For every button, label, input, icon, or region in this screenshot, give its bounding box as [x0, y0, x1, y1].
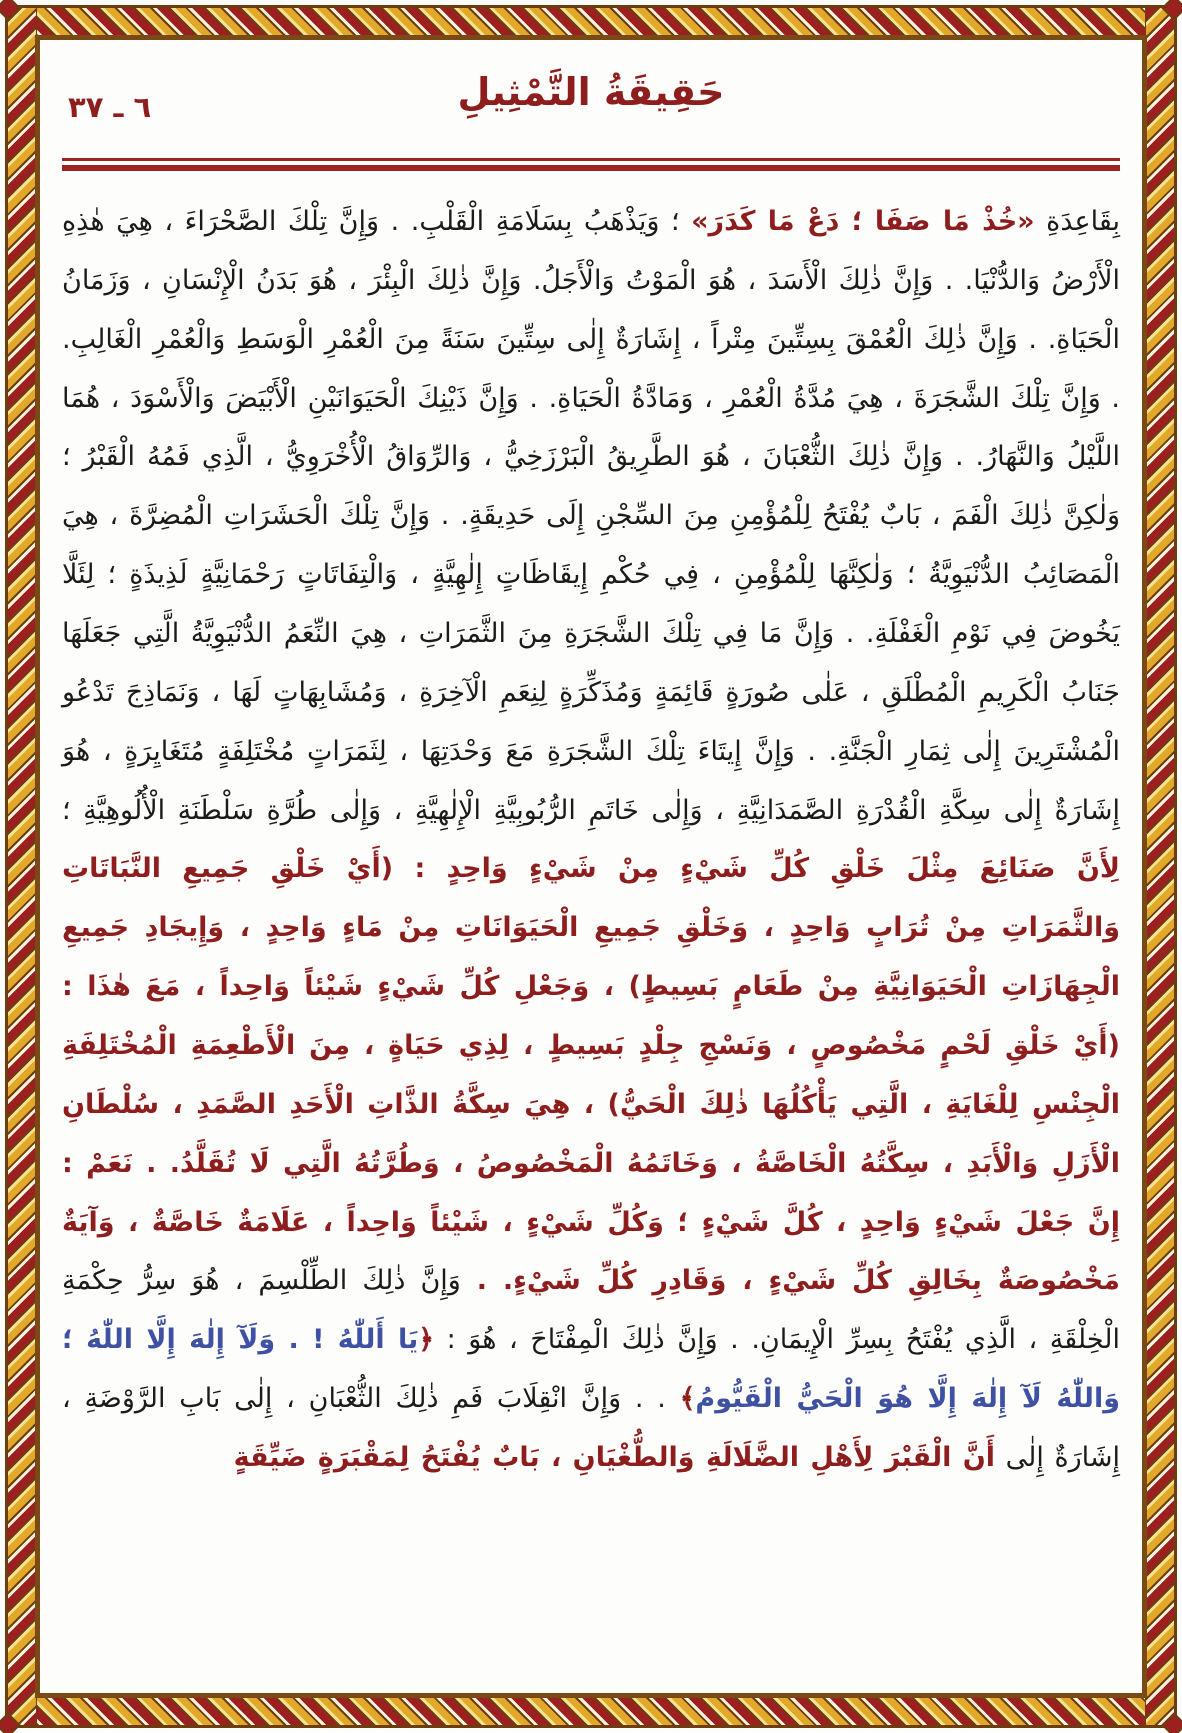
page-header	[62, 58, 1120, 150]
text-run-red: لِأَنَّ صَنَائِعَ مِثْلَ خَلْقِ كُلِّ شَيْءٍ مِنْ شَيْءٍ وَاحِدٍ : (أَيْ خَلْقِ جَمِيعِ النَّبَاتَاتِ وَالثَّمَرَاتِ مِنْ تُرَابٍ وَاحِدٍ ، وَخَلْقِ جَمِيعِ الْحَيَوَانَاتِ مِنْ مَاءٍ وَاحِدٍ ، وَإِيجَادِ جَمِيعِ الْجِهَازَاتِ الْحَيَوَانِيَّةِ مِنْ طَعَامٍ بَسِيطٍ) ، وَجَعْلِ كُلِّ شَيْءٍ شَيْئاً وَاحِداً ، مَعَ هٰذَا : (أَيْ خَلْقِ لَحْمٍ مَخْصُوصٍ ، وَنَسْجِ جِلْدٍ بَسِيطٍ ، لِذِي حَيَاةٍ ، مِنَ الْأَطْعِمَةِ الْمُخْتَلِفَةِ الْجِنْسِ لِلْغَايَةِ ، الَّتِي يَأْكُلُهَا ذٰلِكَ الْحَيُّ) ، هِيَ سِكَّةُ الذَّاتِ الْأَحَدِ الصَّمَدِ ، سُلْطَانِ الْأَزَلِ وَالْأَبَدِ ، سِكَّتُهُ الْخَاصَّةُ ، وَخَاتَمُهُ الْمَخْصُوصُ ، وَطُرَّتُهُ الَّتِي لَا تُقَلَّدُ. . نَعَمْ : إِنَّ جَعْلَ شَيْءٍ وَاحِدٍ ، كُلَّ شَيْءٍ ؛ وَكُلِّ شَيْءٍ ، شَيْئاً وَاحِداً ، عَلَامَةٌ خَاصَّةٌ ، وَآيَةٌ مَخْصُوصَةٌ بِخَالِقِ كُلِّ شَيْءٍ ، وَقَادِرِ كُلِّ شَيْءٍ. .	[62, 853, 1120, 1297]
text-run-red: أَنَّ الْقَبْرَ لِأَهْلِ الضَّلَالَةِ وَالطُّغْيَانِ ، بَابٌ يُفْتَحُ لِمَقْبَرَةٍ ضَيِّقَةٍ	[233, 1442, 996, 1474]
text-run-red: «خُذْ مَا صَفَا ؛ دَعْ مَا كَدَرَ»	[691, 206, 1035, 237]
border-chain-right	[1145, 7, 1175, 1726]
page-content	[62, 58, 1120, 1685]
text-run-red: ﴾	[679, 1383, 696, 1415]
border-chain-bottom	[7, 1696, 1175, 1726]
text-run-black: بِقَاعِدَةِ	[1034, 206, 1120, 237]
page-title: حَقِيقَةُ التَّمْثِيلِ	[457, 70, 725, 114]
header-divider	[62, 158, 1120, 171]
text-run-black: ؛ وَيَذْهَبُ بِسَلَامَةِ الْقَلْبِ. . وَإِنَّ تِلْكَ الصَّحْرَاءَ ، هِيَ هٰذِهِ الْأَرْضُ وَالدُّنْيَا. . وَإِنَّ ذٰلِكَ الْأَسَدَ ، هُوَ الْمَوْتُ وَالْأَجَلُ. وَإِنَّ ذٰلِكَ الْبِئْرَ ، هُوَ بَدَنُ الْإِنْسَانِ ، وَزَمَانُ الْحَيَاةِ. . وَإِنَّ ذٰلِكَ الْعُمْقَ بِسِتِّينَ مِتْراً ، إِشَارَةٌ إِلٰى سِتِّينَ سَنَةً مِنَ الْعُمْرِ الْوَسَطِ وَالْعُمْرِ الْغَالِبِ. . وَإِنَّ تِلْكَ الشَّجَرَةَ ، هِيَ مُدَّةُ الْعُمْرِ ، وَمَادَّةُ الْحَيَاةِ. . وَإِنَّ ذَيْنِكَ الْحَيَوَانَيْنِ الْأَبْيَضَ وَالْأَسْوَدَ ، هُمَا اللَّيْلُ وَالنَّهَارُ. . وَإِنَّ ذٰلِكَ الثُّعْبَانَ ، هُوَ الطَّرِيقُ الْبَرْزَخِيُّ ، وَالرِّوَاقُ الْأُخْرَوِيُّ ، الَّذِي فَمُهُ الْقَبْرُ ؛ وَلٰكِنَّ ذٰلِكَ الْفَمَ ، بَابٌ يُفْتَحُ لِلْمُؤْمِنِ مِنَ السِّجْنِ إِلَى حَدِيقَةٍ. . وَإِنَّ تِلْكَ الْحَشَرَاتِ الْمُضِرَّةَ ، هِيَ الْمَصَائِبُ الدُّنْيَوِيَّةُ ؛ وَلٰكِنَّهَا لِلْمُؤْمِنِ ، فِي حُكْمِ إِيقَاظَاتٍ إِلٰهِيَّةٍ ، وَالْتِفَاتَاتٍ رَحْمَانِيَّةٍ لَذِيذَةٍ ؛ لِئَلَّا يَخُوضَ فِي نَوْمِ الْغَفْلَةِ. . وَإِنَّ مَا فِي تِلْكَ الشَّجَرَةِ مِنَ الثَّمَرَاتِ ، هِيَ النِّعَمُ الدُّنْيَوِيَّةُ الَّتِي جَعَلَهَا جَنَابُ الْكَرِيمِ الْمُطْلَقِ ، عَلٰى صُورَةٍ قَائِمَةٍ وَمُذَكِّرَةٍ لِنِعَمِ الْآخِرَةِ ، وَمُشَابِهَاتٍ لَهَا ، وَنَمَاذِجَ تَدْعُو الْمُشْتَرِينَ إِلٰى ثِمَارِ الْجَنَّةِ. . وَإِنَّ إِيتَاءَ تِلْكَ الشَّجَرَةِ مَعَ وَحْدَتِهَا ، لِثَمَرَاتٍ مُخْتَلِفَةٍ مُتَغَايِرَةٍ ، هُوَ إِشَارَةٌ إِلٰى سِكَّةِ الْقُدْرَةِ الصَّمَدَانِيَّةِ ، وَإِلٰى خَاتَمِ الرُّبُوبِيَّةِ الْإِلٰهِيَّةِ ، وَإِلٰى طُرَّةِ سَلْطَنَةِ الْأُلُوهِيَّةِ ؛	[62, 206, 1120, 826]
body-paragraph	[62, 193, 1120, 1488]
text-run-blue: يَا أَللّٰهُ ! . وَلَآ إِلٰهَ إِلَّا اللّٰهُ ؛ وَاللّٰهُ لَآ إِلٰهَ إِلَّا هُوَ الْحَيُّ الْقَيُّومُ	[62, 1324, 1120, 1415]
border-chain-top	[7, 7, 1175, 37]
page-number: ٦ ـ ٣٧	[68, 90, 152, 124]
border-chain-left	[7, 7, 37, 1726]
text-run-red: ﴿	[418, 1324, 435, 1356]
text-run-black: . . وَإِنَّ انْقِلَابَ فَمِ ذٰلِكَ الثُّعْبَانِ ، إِلٰى بَابِ الرَّوْضَةِ ، إِشَارَةٌ إِلٰى	[62, 1383, 1120, 1474]
text-run-black: وَإِنَّ ذٰلِكَ الطِّلْسِمَ ، هُوَ سِرُّ حِكْمَةِ الْخِلْقَةِ ، الَّذِي يُفْتَحُ بِسِرِّ الْإِيمَانِ. . وَإِنَّ ذٰلِكَ الْمِفْتَاحَ ، هُوَ :	[62, 1265, 1121, 1356]
